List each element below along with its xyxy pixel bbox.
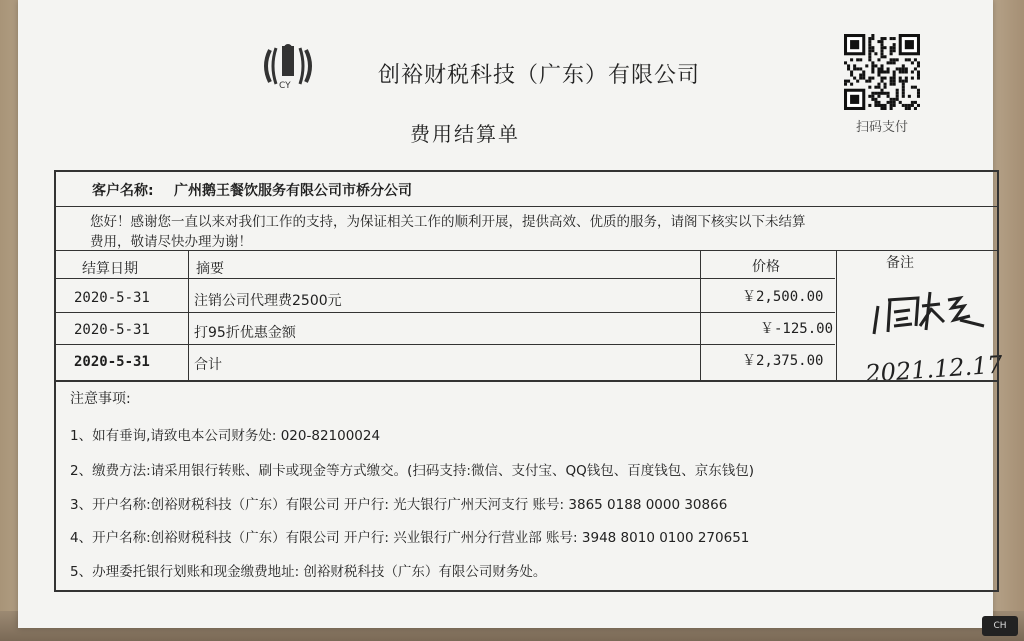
- notes-item-5: 5、办理委托银行划账和现金缴费地址: 创裕财税科技（广东）有限公司财务处。: [70, 564, 547, 580]
- customer-name: 广州鹅王餐饮服务有限公司市桥分公司: [174, 183, 412, 199]
- row-total-date: 2020-5-31: [74, 354, 150, 370]
- greeting-line-1: 您好！感谢您一直以来对我们工作的支持，为保证相关工作的顺利开展，提供高效、优质的服务，请阁下核实以下未结算: [90, 214, 806, 230]
- row-1-date: 2020-5-31: [74, 290, 150, 306]
- notes-item-3: 3、开户名称:创裕财税科技（广东）有限公司 开户行: 光大银行广州天河支行 账号: 3865 0188 0000 30866: [70, 497, 728, 513]
- settlement-form: [54, 170, 999, 592]
- row-1-summary: 注销公司代理费2500元: [194, 293, 342, 309]
- document-title: 费用结算单: [410, 122, 520, 146]
- signature-date: 2021.12.17: [864, 350, 1004, 388]
- header-price: 价格: [752, 259, 780, 275]
- company-seal-logo-icon: [260, 40, 316, 92]
- notes-title: 注意事项:: [70, 391, 131, 407]
- row-1-price: ￥2,500.00: [742, 289, 824, 305]
- row-total-summary: 合计: [194, 357, 222, 373]
- row-2-date: 2020-5-31: [74, 322, 150, 338]
- notes-item-1: 1、如有垂询,请致电本公司财务处: 020-82100024: [70, 428, 381, 444]
- header-date: 结算日期: [82, 261, 138, 277]
- greeting-line-2: 费用，敬请尽快办理为谢！: [90, 234, 252, 250]
- notes-item-4: 4、开户名称:创裕财税科技（广东）有限公司 开户行: 兴业银行广州分行营业部 账号: 3948 8010 0100 270651: [70, 530, 750, 546]
- row-2-summary: 打95折优惠金额: [194, 325, 296, 341]
- header-summary: 摘要: [196, 261, 224, 277]
- notes-item-2: 2、缴费方法:请采用银行转账、刷卡或现金等方式缴交。(扫码支持:微信、支付宝、QQ钱包、百度钱包、京东钱包): [70, 463, 754, 479]
- svg-text:CY: CY: [279, 81, 291, 91]
- qr-code-icon: [844, 34, 920, 110]
- header-note: 备注: [886, 255, 914, 271]
- row-total-price: ￥2,375.00: [742, 353, 824, 369]
- company-name: 创裕财税科技（广东）有限公司: [378, 63, 701, 88]
- camera-badge: CH: [982, 616, 1018, 636]
- qr-pay-label: 扫码支付: [856, 120, 909, 135]
- row-2-price: ￥-125.00: [760, 321, 834, 337]
- customer-label: 客户名称:: [92, 183, 154, 199]
